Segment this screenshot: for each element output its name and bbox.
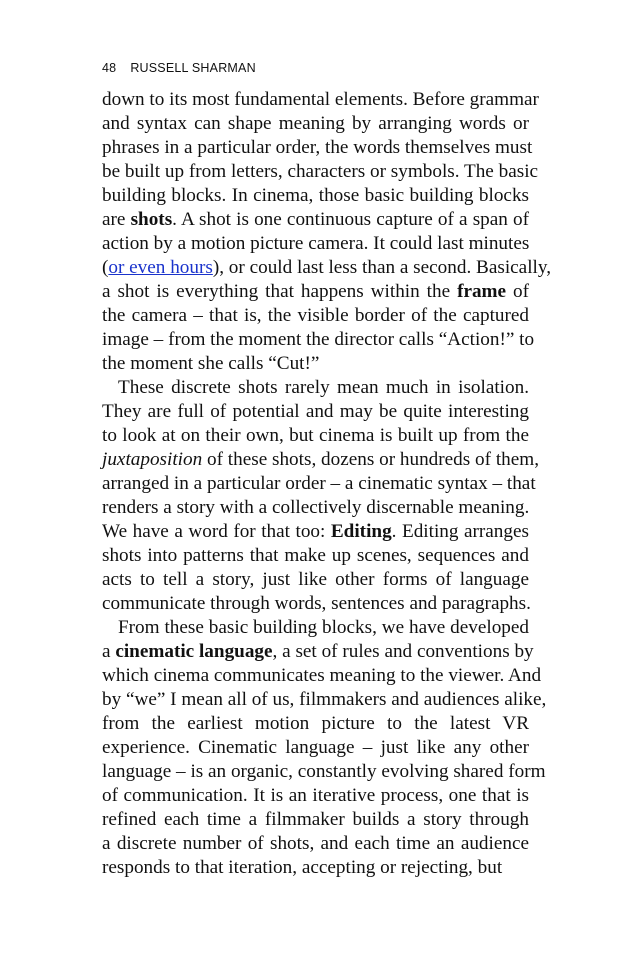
text-run: . Editing arranges — [391, 521, 529, 542]
text-run: ( — [102, 257, 109, 278]
text-run: of communication. It is an iterative process, one that is — [102, 785, 529, 806]
body-text — [102, 88, 552, 880]
text-run: and syntax can shape meaning by arranging words or — [102, 113, 529, 134]
text-line — [102, 496, 529, 520]
text-line — [102, 832, 529, 856]
paragraph — [102, 88, 552, 376]
text-run: renders a story with a collectively discernable meaning. — [102, 497, 530, 518]
inline-link[interactable]: or even hours — [108, 257, 213, 278]
text-run: From these basic building blocks, we have developed — [118, 617, 529, 638]
text-line — [102, 232, 529, 256]
text-line — [102, 208, 529, 232]
text-run: phrases in a particular order, the words themselves must — [102, 137, 533, 158]
text-run: be built up from letters, characters or symbols. The basic — [102, 161, 539, 182]
bold-term: cinematic language — [115, 641, 273, 662]
text-run: , a set of rules and conventions by — [272, 641, 534, 662]
text-line — [102, 616, 529, 640]
text-run: building blocks. In cinema, those basic building blocks — [102, 185, 529, 206]
text-run: They are full of potential and may be quite interesting — [102, 401, 529, 422]
text-run: a discrete number of shots, and each time an audience — [102, 833, 529, 854]
text-run: acts to tell a story, just like other forms of language — [102, 569, 529, 590]
text-line — [102, 736, 529, 760]
text-line — [102, 400, 529, 424]
text-run: from the earliest motion picture to the latest VR — [102, 713, 529, 734]
text-line — [102, 784, 529, 808]
text-line — [102, 376, 529, 400]
text-line — [102, 568, 529, 592]
text-run: ), or could last less than a second. Basically, — [212, 257, 552, 278]
text-run: a shot is everything that happens within the — [102, 281, 458, 302]
text-line — [102, 592, 529, 616]
page-number: 48 — [102, 61, 117, 75]
text-run: language – is an organic, constantly evolving shared form — [102, 761, 546, 782]
text-run: These discrete shots rarely mean much in isolation. — [118, 377, 529, 398]
text-line — [102, 520, 529, 544]
text-line — [102, 88, 539, 112]
text-line — [102, 640, 534, 664]
text-run: . A shot is one continuous capture of a span of — [172, 209, 529, 230]
text-line — [102, 184, 529, 208]
text-line — [102, 352, 529, 376]
bold-term: Editing — [330, 521, 392, 542]
text-line — [102, 808, 529, 832]
text-run: We have a word for that too: — [102, 521, 331, 542]
text-run: the camera – that is, the visible border of the captured — [102, 305, 529, 326]
text-run: to look at on their own, but cinema is built up from the — [102, 425, 529, 446]
text-run: action by a motion picture camera. It could last minutes — [102, 233, 530, 254]
text-line — [102, 760, 546, 784]
text-line — [102, 544, 529, 568]
bold-term: shots — [130, 209, 173, 230]
text-run: of — [506, 281, 529, 302]
running-head-author: RUSSELL SHARMAN — [130, 61, 256, 75]
bold-term: frame — [457, 281, 507, 302]
text-run: the moment she calls “Cut!” — [102, 353, 320, 374]
text-run: are — [102, 209, 131, 230]
paragraph — [102, 616, 547, 880]
text-run: responds to that iteration, accepting or rejecting, but — [102, 857, 503, 878]
text-line — [102, 712, 529, 736]
text-line — [102, 136, 533, 160]
text-run: a — [102, 641, 116, 662]
text-run: arranged in a particular order – a cinematic syntax – that — [102, 473, 536, 494]
text-line — [102, 328, 535, 352]
text-run: down to its most fundamental elements. Before grammar — [102, 89, 539, 110]
text-run: of these shots, dozens or hundreds of them, — [202, 449, 539, 470]
text-run: by “we” I mean all of us, filmmakers and audiences alike, — [102, 689, 547, 710]
text-line — [102, 472, 536, 496]
text-line — [102, 160, 539, 184]
text-line — [102, 448, 539, 472]
text-line — [102, 280, 529, 304]
text-line — [102, 664, 542, 688]
text-run: experience. Cinematic language – just like any other — [102, 737, 529, 758]
text-run: refined each time a filmmaker builds a story through — [102, 809, 529, 830]
text-line — [102, 424, 529, 448]
text-run: communicate through words, sentences and paragraphs. — [102, 593, 531, 614]
text-line — [102, 112, 529, 136]
text-line — [102, 856, 529, 880]
text-line — [102, 256, 552, 280]
text-line — [102, 688, 547, 712]
paragraph — [102, 376, 539, 616]
text-run: which cinema communicates meaning to the viewer. And — [102, 665, 542, 686]
running-head — [102, 61, 256, 75]
italic-term: juxtaposition — [102, 449, 203, 470]
text-line — [102, 304, 529, 328]
text-run: shots into patterns that make up scenes, sequences and — [102, 545, 529, 566]
text-run: image – from the moment the director calls “Action!” to — [102, 329, 535, 350]
